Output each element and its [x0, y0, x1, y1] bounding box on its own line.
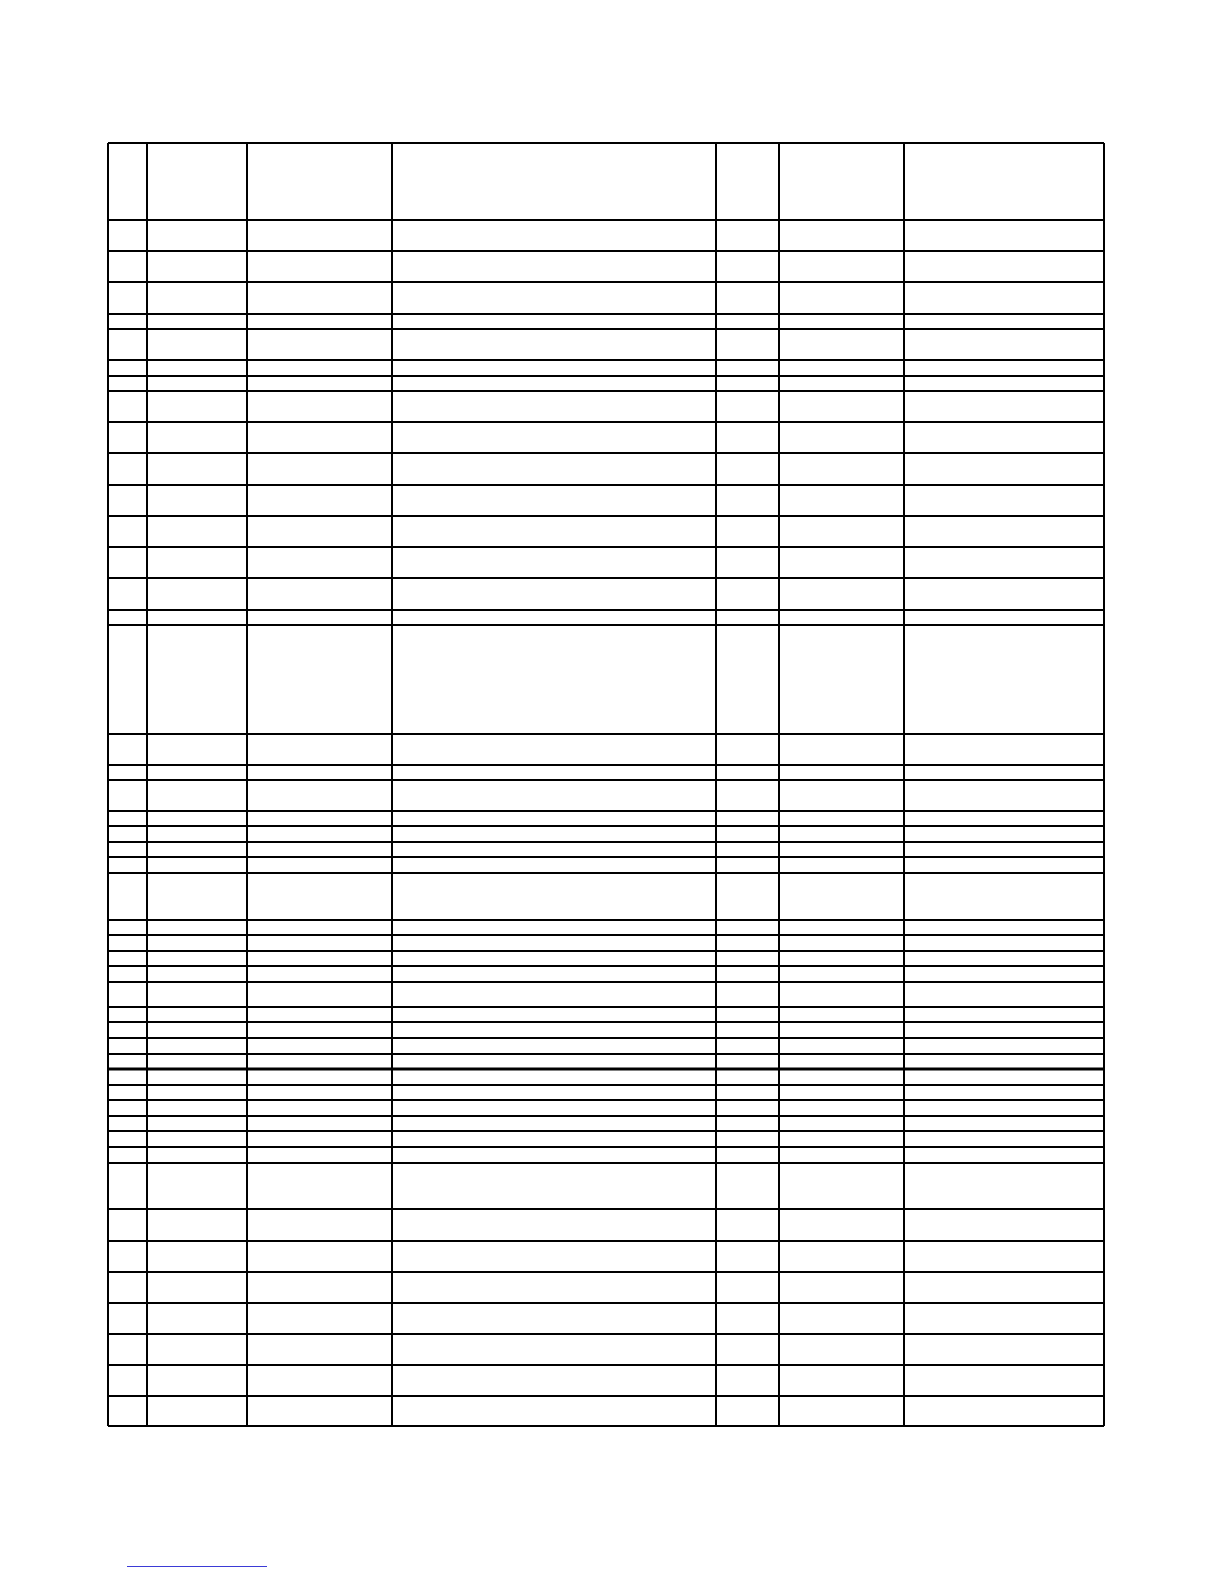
footnote-separator-line — [127, 1566, 267, 1567]
